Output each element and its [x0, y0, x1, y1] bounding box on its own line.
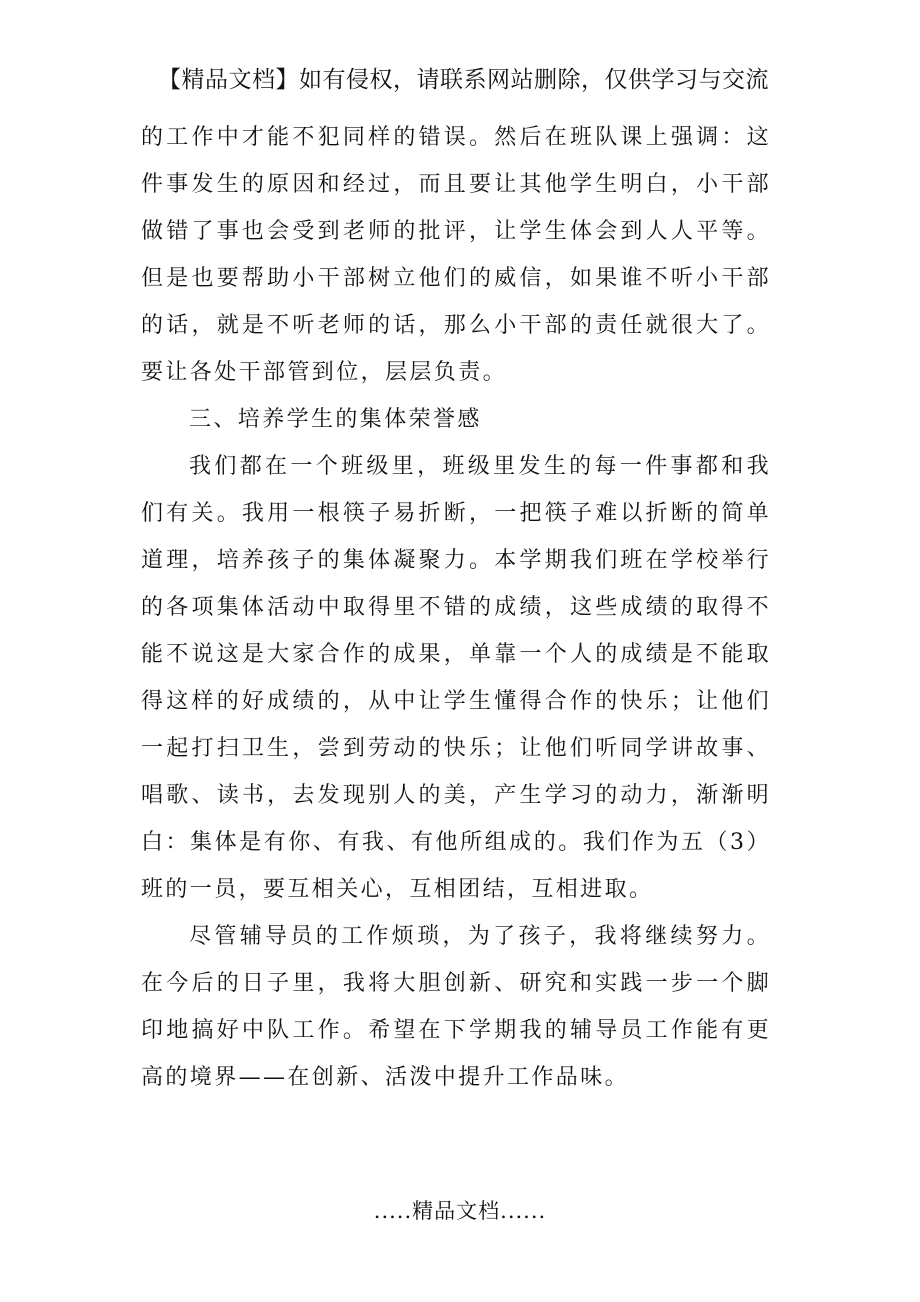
paragraph-collective-honor: 我们都在一个班级里，班级里发生的每一件事都和我们有关。我用一根筷子易折断，一把筷子难以折断的简单道理，培养孩子的集体凝聚力。本学期我们班在学校举行的各项集体活动中取得里不错的成绩，这些成绩的取得不能不说这是大家合作的成果，单靠一个人的成绩是不能取得这样的好成绩的，从中让学生懂得合作的快乐；让他们一起打扫卫生，尝到劳动的快乐；让他们听同学讲故事、唱歌、读书，去发现别人的美，产生学习的动力，渐渐明白：集体是有你、有我、有他所组成的。我们作为五（3）班的一员，要互相关心，互相团结，互相进取。 — [141, 454, 771, 902]
page-footer: .....精品文档...... — [373, 1199, 547, 1223]
page-header: 【精品文档】如有侵权，请联系网站删除，仅供学习与交流 — [158, 67, 769, 93]
document-body — [141, 114, 771, 1101]
paragraph-continuation: 的工作中才能不犯同样的错误。然后在班队课上强调：这件事发生的原因和经过，而且要让其他学生明白，小干部做错了事也会受到老师的批评，让学生体会到人人平等。但是也要帮助小干部树立他们的威信，如果谁不听小干部的话，就是不听老师的话，那么小干部的责任就很大了。要让各处干部管到位，层层负责。 — [141, 125, 771, 385]
section-heading: 三、培养学生的集体荣誉感 — [189, 407, 482, 432]
paragraph-conclusion: 尽管辅导员的工作烦琐，为了孩子，我将继续努力。在今后的日子里，我将大胆创新、研究和实践一步一个脚印地搞好中队工作。希望在下学期我的辅导员工作能有更高的境界——在创新、活泼中提升工作品味。 — [141, 924, 771, 1090]
